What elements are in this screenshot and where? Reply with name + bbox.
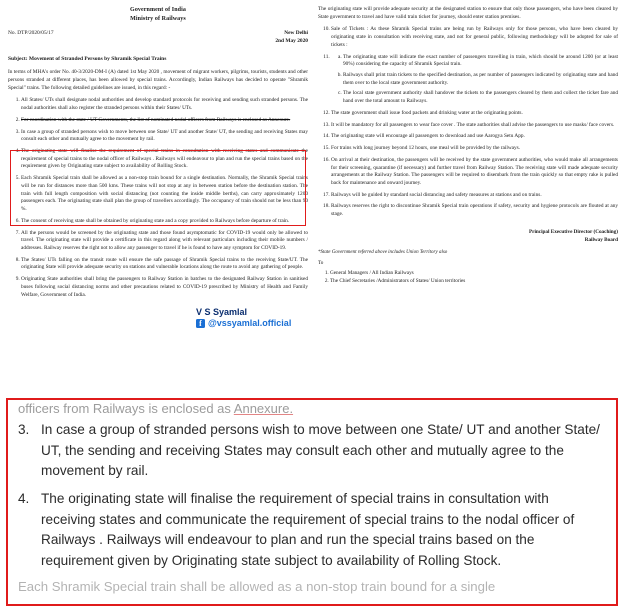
list-item: 2. The Chief Secretaries /Administrators of States/ Union territories — [330, 278, 618, 286]
excerpt-fade-bottom-line: Each Shramik Special train shall be allowed as a non-stop train bound for a single — [18, 578, 496, 594]
list-item — [331, 54, 618, 106]
list-item: 10. Sale of Tickets : As these Shramik Special trains are being run by Railways only for those persons, who have been cleared by originating state in consultation with receiving state, and not for general public, following methodology will be adopted for sale of tickets : — [331, 26, 618, 49]
govt-header-line2: Ministry of Railways — [130, 15, 186, 22]
govt-header-line1: Government of India — [130, 7, 186, 13]
list-item: 4. The originating state will finalise the requirement of special trains in consultation with receiving states and communicate the requirement of special trains to the nodal officer of Railways . Railways will endeavour to plan and run the special trains based on the requirement given by Originating state subject to availability of Rolling Stock. — [21, 148, 308, 171]
date: 2nd May 2020 — [275, 38, 308, 45]
document-meta — [8, 30, 308, 46]
guidelines-list-right — [318, 26, 618, 218]
excerpt-clause-list — [18, 420, 606, 572]
recipients-block — [318, 260, 618, 285]
excerpt-annexure-word: Annexure. — [233, 401, 294, 416]
list-item: b. Railways shall print train tickets to the specified destination, as per number of passengers indicated by originating state and hand them over to the local state government authority. — [343, 72, 618, 87]
recipients-list — [318, 270, 618, 286]
ticket-sale-sublist — [331, 54, 618, 106]
document-left-column — [8, 6, 308, 303]
guidelines-list-left — [8, 97, 308, 299]
list-item: 12. The state government shall issue food packets and drinking water at the originating points. — [331, 110, 618, 118]
list-item: 7. All the persons would be screened by the originating state and those found asymptomatic for COVID-19 would only be allowed to travel. The originating state will provide a certificate in this regard along with relevant particulars including their mobile numbers / addresses. Railway reserves the right not to allow any passenger to travel if he is found to have any symptom for COVID-19. — [21, 230, 308, 253]
watermark-handle: @vssyamlal.official — [208, 318, 292, 329]
list-item: 16. On arrival at their destination, the passengers will be received by the state government authorities, who would make all arrangements for their screening, quarantine (if necessary) and further travel from Railway Station. The receiving state will made adequate security arrangements at the Railway Station. The passengers will be required to disembark from the train quickly so that empty rake is pulled back for maintenance and onward journey. — [331, 157, 618, 188]
continued-text: The originating state will provide adequate security at the designated station to ensure that only those passengers, who have been cleared by State government to travel and have valid train ticket for journey, should enter station premises. — [318, 6, 618, 20]
signature-block — [318, 229, 618, 245]
document-right-column — [318, 6, 618, 286]
excerpt-fade-top-text: officers from Railways is enclosed as — [18, 401, 234, 416]
list-item: 1. All States/ UTs shall designate nodal authorities and develop standard protocols for receiving and sending such stranded persons. The nodal authorities shall also register the stranded persons within their States/ UTs. — [21, 97, 308, 112]
to-label: To — [318, 260, 324, 267]
list-item: 6. The consent of receiving state shall be obtained by originating state and a copy provided to Railways before departure of train. — [21, 218, 308, 226]
list-item: 1. General Managers / All Indian Railways — [330, 270, 618, 278]
list-item: 15. For trains with long journey beyond 12 hours, one meal will be provided by the railways. — [331, 145, 618, 153]
facebook-icon: f — [196, 319, 205, 328]
signatory-office: Railway Board — [584, 236, 618, 243]
list-item: 17. Railways will be guided by standard social distancing and safety measures at stations and on trains. — [331, 192, 618, 200]
list-item: 14. The originating state will encourage all passengers to download and use Aarogya Setu App. — [331, 133, 618, 141]
excerpt-fade-top-line — [18, 401, 606, 416]
watermark-name: V S Syamlal — [196, 307, 248, 317]
list-item: 18. Railways reserves the right to discontinue Shramik Special train operations if safety, security and hygiene protocols are flouted at any stage. — [331, 203, 618, 218]
watermark-credit — [196, 307, 291, 330]
list-item: 5. Each Shramik Special train shall be allowed as a non-stop train bound for a single destination. Normally, the Shramik Special trains will be run for distances more than 500 kms. These trains will not stop at any in between station before the destination station. The train with full length composition with social distancing (not counting the inside middle berths), can carry approximately 1200 passengers each. The originating state shall plan the group of travellers accordingly. The occupancy of train should not be less than 90 %. — [21, 175, 308, 214]
list-item: c. The local state government authority shall handover the tickets to the passengers cleared by them and collect the ticket fare and hand over the total amount to Railways. — [343, 90, 618, 105]
file-number: No. DTP/2020/05/17 — [8, 30, 54, 37]
magnified-excerpt — [6, 398, 618, 606]
signatory-designation: Principal Executive Director (Coaching) — [529, 228, 618, 235]
list-item — [18, 420, 606, 482]
list-item: 9. Originating State authorities shall bring the passengers to Railway Station in batches to the designated Railway Station in sanitised buses following social distancing norms and other precautions related to COVID-19 prescribed by Ministry of Health and Family Welfare, Government of India. — [21, 276, 308, 299]
clause-number: 4. — [18, 490, 30, 506]
list-item — [18, 489, 606, 572]
list-item: a. 11. The originating state will indicate the exact number of passengers travelling in train, which should be around 1200 (or at least 90%) considering the capacity of Shramik Special train. — [343, 54, 618, 69]
place: New Delhi — [284, 30, 308, 37]
clause-number: 3. — [18, 422, 30, 437]
list-item: 13. It will be mandatory for all passengers to wear face cover . The state authorities shall advise the passengers to use masks/ face covers. — [331, 122, 618, 130]
footnote: *State Government referred above includes Union Territory also — [318, 250, 448, 256]
clause-text: The originating state will finalise the requirement of special trains in consultation with receiving states and communicate the requirement of special trains to the nodal officer of Railways . Railways will endeavour to plan and run the special trains based on the requirement given by Originating state subject to availability of Rolling Stock. — [41, 490, 575, 568]
list-item: 2. For coordination with the state / UT Governments, the list of nominated nodal officers from Railways is enclosed as Annexure. — [21, 117, 308, 125]
subject-line: Subject: Movement of Stranded Persons by Shramik Special Trains — [8, 56, 167, 63]
clause-text: In case a group of stranded persons wish to move between one State/ UT and another State/ UT, the sending and receiving States may consult each other and mutually agree to the movement by rail. — [41, 422, 600, 479]
watermark-handle-row — [196, 318, 291, 329]
list-item: 8. The States/ UTs falling on the transit route will ensure the safe passage of Shramik Special trains to the receiving State/UT. The originating State will provide adequate security on stations and vulnerable locations along the route to avoid any gathering of people. — [21, 257, 308, 272]
intro-paragraph: In terms of MHA's order No. 40-3/2020-DM-I (A) dated 1st May 2020 , movement of migrant workers, pilgrims, tourists, students and other persons stranded at different places, has been allowed by special trains. Accordingly, Indian Railways has decided to operate "Shramik Special" trains. The following detailed guidelines are issued, in this regard: - — [8, 69, 308, 91]
list-item: 3. In case a group of stranded persons wish to move between one State/ UT and another State/ UT, the sending and receiving States may consult each other and mutually agree to the movement by rail. — [21, 129, 308, 144]
